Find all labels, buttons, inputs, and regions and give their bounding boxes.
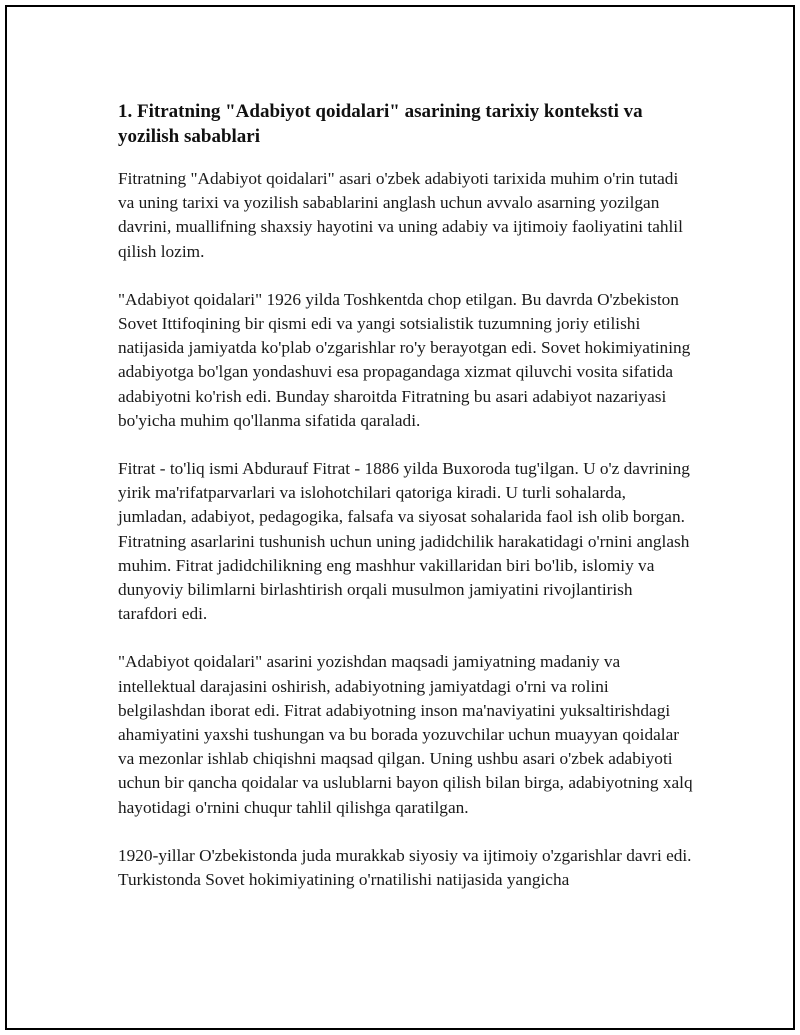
paragraph-1: Fitratning "Adabiyot qoidalari" asari o'zbek adabiyoti tarixida muhim o'rin tutadi va uning tarixi va yozilish sabablarini anglash uchun avvalo asarning yozilgan davrini, muallifning shaxsiy hayotini va uning adabiy va ijtimoiy faoliyatini tahlil qilish lozim.: [118, 169, 683, 261]
section-heading: 1. Fitratning "Adabiyot qoidalari" asarining tarixiy konteksti va yozilish sabablari: [118, 101, 643, 147]
page-frame: [5, 5, 795, 1030]
document-body: [118, 99, 694, 916]
paragraph-4: "Adabiyot qoidalari" asarini yozishdan maqsadi jamiyatning madaniy va intellektual darajasini oshirish, adabiyotning jamiyatdagi o'rni va rolini belgilashdan iborat edi. Fitrat adabiyotning inson ma'naviyatini yuksaltirishdagi ahamiyatini yaxshi tushungan va bu borada yozuvchilar uchun muayyan qoidalar va mezonlar ishlab chiqishni maqsad qilgan. Uning ushbu asari o'zbek adabiyoti uchun bir qancha qoidalar va uslublarni bayon qilish bilan birga, adabiyotning xalq hayotidagi o'rnini chuqur tahlil qilishga qaratilgan.: [118, 652, 693, 817]
paragraph-3: Fitrat - to'liq ismi Abdurauf Fitrat - 1886 yilda Buxoroda tug'ilgan. U o'z davrining yirik ma'rifatparvarlari va islohotchilari qatoriga kiradi. U turli sohalarda, jumladan, adabiyot, pedagogika, falsafa va siyosat sohalarida faol ish olib borgan. Fitratning asarlarini tushunish uchun uning jadidchilik harakatidagi o'rnini anglash muhim. Fitrat jadidchilikning eng mashhur vakillaridan biri bo'lib, islomiy va dunyoviy bilimlarni birlashtirish orqali musulmon jamiyatini rivojlantirish tarafdori edi.: [118, 459, 690, 624]
paragraph-2: "Adabiyot qoidalari" 1926 yilda Toshkentda chop etilgan. Bu davrda O'zbekiston Sovet Ittifoqining bir qismi edi va yangi sotsialistik tuzumning joriy etilishi natijasida jamiyatda ko'plab o'zgarishlar ro'y berayotgan edi. Sovet hokimiyatining adabiyotga bo'lgan yondashuvi esa propagandaga xizmat qiluvchi vosita sifatida adabiyotni ko'rish edi. Bunday sharoitda Fitratning bu asari adabiyot nazariyasi bo'yicha muhim qo'llanma sifatida qaraladi.: [118, 289, 691, 430]
paragraph-5: 1920-yillar O'zbekistonda juda murakkab siyosiy va ijtimoiy o'zgarishlar davri edi. Turkistonda Sovet hokimiyatining o'rnatilishi natijasida yangicha: [118, 845, 692, 890]
